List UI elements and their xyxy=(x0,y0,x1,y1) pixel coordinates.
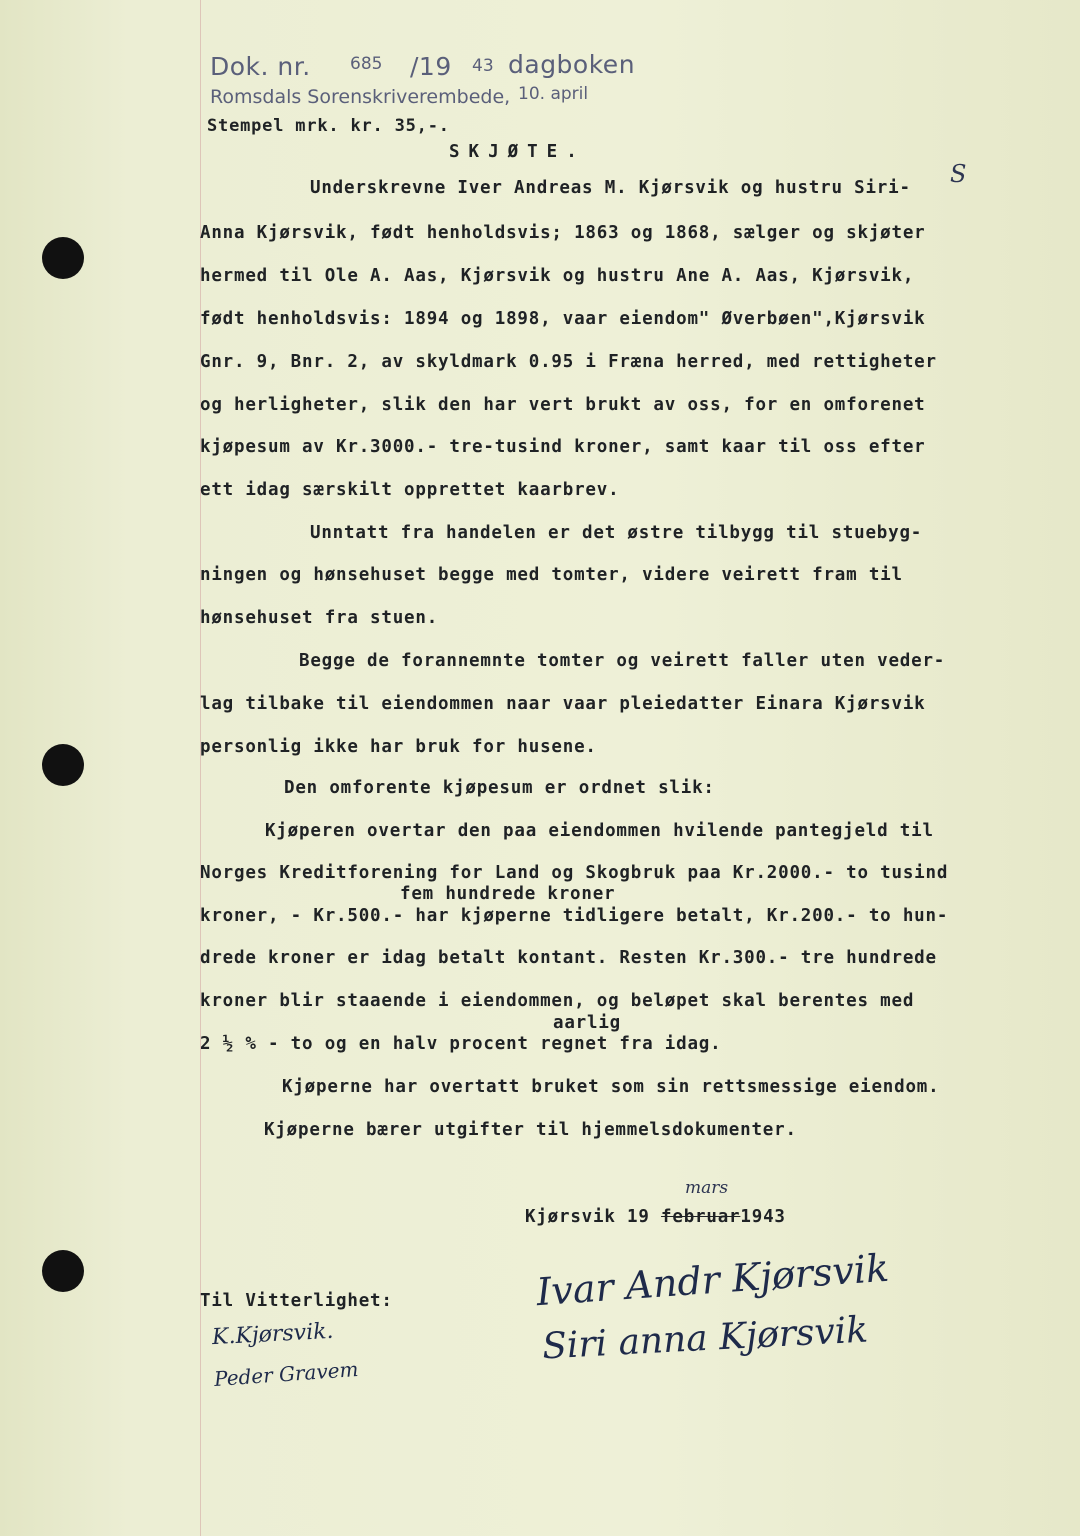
body-line: Norges Kreditforening for Land og Skogbruk paa Kr.2000.- to tusind xyxy=(200,863,949,883)
dagbok-label: dagboken xyxy=(508,50,636,79)
body-line: kroner blir staaende i eiendommen, og beløpet skal berentes med xyxy=(200,991,915,1011)
year-text: 1943 xyxy=(740,1207,786,1227)
body-line: hønsehuset fra stuen. xyxy=(200,608,439,628)
body-line: kroner, - Kr.500.- har kjøperne tidligere betalt, Kr.200.- to hun- xyxy=(200,906,949,926)
body-line: drede kroner er idag betalt kontant. Resten Kr.300.- tre hundrede xyxy=(200,948,937,968)
seller-signature-2: Siri anna Kjørsvik xyxy=(541,1309,870,1368)
dok-number: 685 xyxy=(350,54,383,74)
punch-hole xyxy=(42,237,84,279)
body-line: født henholdsvis: 1894 og 1898, vaar eiendom" Øverbøen",Kjørsvik xyxy=(200,309,926,329)
body-line: Unntatt fra handelen er det østre tilbygg til stuebyg- xyxy=(310,523,923,543)
place-text: Kjørsvik 19 xyxy=(525,1207,650,1227)
dok-label: Dok. nr. xyxy=(210,52,311,81)
body-line: Begge de forannemnte tomter og veirett faller uten veder- xyxy=(299,651,946,671)
body-line: Anna Kjørsvik, født henholdsvis; 1863 og 1868, sælger og skjøter xyxy=(200,223,926,243)
struck-month: februar xyxy=(661,1207,741,1227)
interlinear-insert: aarlig xyxy=(553,1013,622,1033)
body-line: ett idag særskilt opprettet kaarbrev. xyxy=(200,480,620,500)
body-line: 2 ½ % - to og en halv procent regnet fra idag. xyxy=(200,1034,722,1054)
seller-signature-1: Ivar Andr Kjørsvik xyxy=(534,1245,891,1315)
year-suffix: 43 xyxy=(472,56,494,76)
interlinear-insert: fem hundrede kroner xyxy=(400,884,616,904)
office-name: Romsdals Sorenskriverembede, xyxy=(210,86,511,108)
body-line: og herligheter, slik den har vert brukt av oss, for en omforenet xyxy=(200,395,926,415)
witness-signature-2: Peder Gravem xyxy=(213,1356,360,1392)
body-line: Underskrevne Iver Andreas M. Kjørsvik og hustru Siri- xyxy=(310,178,911,198)
handwritten-month: mars xyxy=(685,1178,729,1198)
witness-label: Til Vitterlighet: xyxy=(200,1291,393,1311)
body-line: ningen og hønsehuset begge med tomter, videre veirett fram til xyxy=(200,565,903,585)
witness-signature-1: K.Kjørsvik. xyxy=(211,1318,335,1351)
body-line: Den omforente kjøpesum er ordnet slik: xyxy=(284,778,715,798)
body-line: Gnr. 9, Bnr. 2, av skyldmark 0.95 i Fræna herred, med rettigheter xyxy=(200,352,937,372)
punch-hole xyxy=(42,744,84,786)
punch-hole xyxy=(42,1250,84,1292)
body-line: hermed til Ole A. Aas, Kjørsvik og hustru Ane A. Aas, Kjørsvik, xyxy=(200,266,915,286)
stamp-duty-line: Stempel mrk. kr. 35,-. xyxy=(207,116,450,136)
body-line: Kjøperen overtar den paa eiendommen hvilende pantegjeld til xyxy=(265,821,934,841)
body-line: Kjøperne bærer utgifter til hjemmelsdokumenter. xyxy=(264,1120,797,1140)
handwritten-insert: S xyxy=(950,160,967,188)
place-date xyxy=(525,1207,786,1227)
document-title: SKJØTE. xyxy=(449,142,586,162)
body-line: lag tilbake til eiendommen naar vaar pleiedatter Einara Kjørsvik xyxy=(200,694,926,714)
year-prefix: /19 xyxy=(410,52,452,81)
body-line: personlig ikke har bruk for husene. xyxy=(200,737,597,757)
body-line: Kjøperne har overtatt bruket som sin rettsmessige eiendom. xyxy=(282,1077,940,1097)
body-line: kjøpesum av Kr.3000.- tre-tusind kroner, samt kaar til oss efter xyxy=(200,437,926,457)
registration-date: 10. april xyxy=(518,84,589,104)
